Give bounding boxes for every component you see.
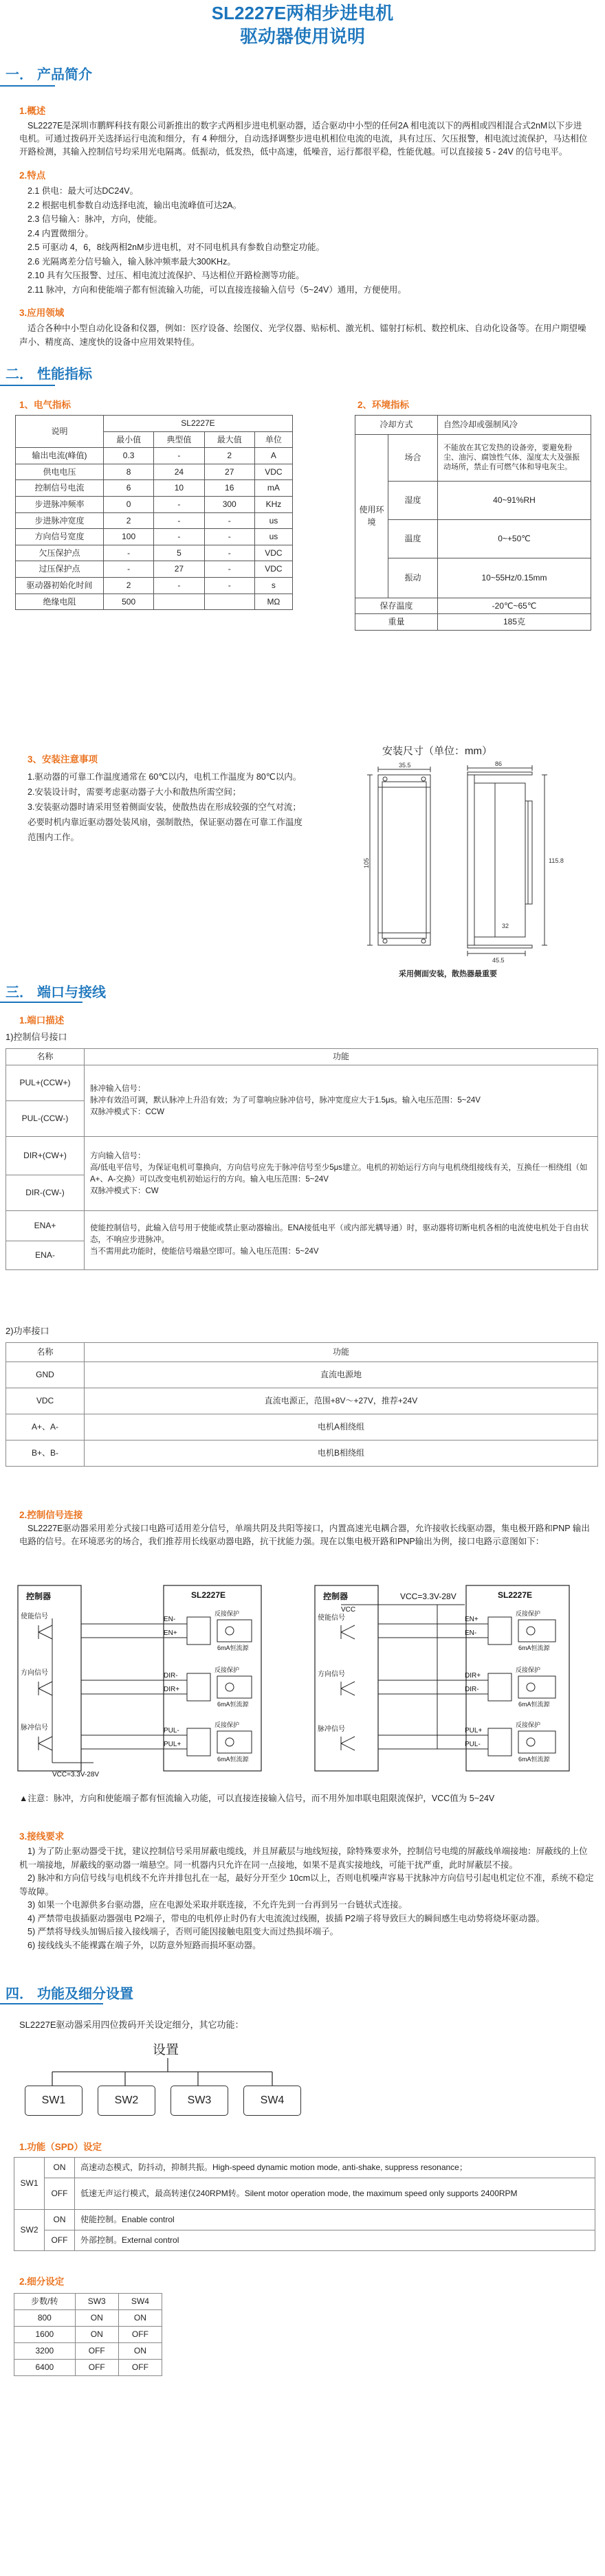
cell: - — [204, 577, 254, 594]
env-row-value: 10~55Hz/0.15mm — [438, 558, 591, 598]
section-underline — [0, 85, 55, 87]
pin-label: EN+ — [465, 1616, 478, 1623]
cell: - — [104, 545, 154, 561]
switch-sw3: SW3 — [170, 2086, 228, 2116]
section-3-heading — [6, 982, 106, 1004]
wiring-item: 3) 如果一个电源供多台驱动器，应在电源处采取并联连接，不允许先到一台再到另一台链状式连接。 — [28, 1900, 408, 1910]
spd-state: OFF — [45, 2178, 75, 2210]
cell: 800 — [14, 2310, 76, 2327]
table-row — [6, 1440, 598, 1467]
spd-state: ON — [45, 2158, 75, 2178]
store-value: -20℃~65℃ — [438, 598, 591, 614]
note-text: ▲注意：脉冲，方向和使能端子都有恒流输入功能，可以直接连接输入信号，而不用外加串联电阻限流保护，VCC值为 5~24V — [19, 1794, 495, 1803]
col-desc: 说明 — [16, 416, 104, 448]
row-label: 绝缘电阻 — [16, 594, 104, 610]
table-row — [16, 512, 293, 529]
signal-name: ENA- — [6, 1241, 85, 1270]
pin-name: A+、A- — [6, 1414, 85, 1440]
power-if-heading: 2)功率接口 — [6, 1326, 50, 1336]
section-title: 性能指标 — [37, 367, 92, 382]
cell: OFF — [118, 2327, 162, 2343]
dim-label: 32 — [502, 923, 509, 929]
section-title: 端口与接线 — [37, 985, 106, 1000]
env-row-value: 不能放在其它发热的设备旁，要避免粉尘、油污、腐蚀性气体、湿度太大及强振动场所，禁止有可燃气体和导电灰尘。 — [438, 434, 591, 481]
cell: 6 — [104, 480, 154, 497]
col-header: 最大值 — [204, 431, 254, 448]
col-header: SW3 — [75, 2294, 118, 2310]
dim-label: 115.8 — [549, 857, 564, 864]
power-table — [6, 1342, 598, 1467]
pin-label: DIR- — [164, 1672, 178, 1680]
cell: A — [254, 448, 292, 464]
cell: OFF — [75, 2343, 118, 2360]
application-text: 适合各种中小型自动化设备和仪器，例如：医疗设备、绘图仪、光学仪器、贴标机、激光机、镭射打标机、数控机床、自动化设备等。在用户期望噪声小、精度高、速度快的设备中应用效果特佳。 — [19, 324, 586, 347]
cell: 2 — [204, 448, 254, 464]
cell: OFF — [118, 2360, 162, 2376]
section-num: 四． — [6, 1987, 33, 2002]
cell: 1600 — [14, 2327, 76, 2343]
row-label: 控制信号电流 — [16, 480, 104, 497]
function-line: 脉冲有效沿可调，默认脉冲上升沿有效；为了可靠响应脉冲信号，脉冲宽度应大于1.5μs。输入电压范围：5~24V — [90, 1096, 481, 1105]
prot-label: 反接保护 — [214, 1721, 240, 1728]
cell: - — [154, 448, 204, 464]
pin-label: EN- — [164, 1616, 176, 1623]
settings-intro: SL2227E驱动器采用四位拨码开关设定细分，其它功能： — [19, 2020, 244, 2030]
row-label: 步进脉冲宽度 — [16, 512, 104, 529]
wiring-diagrams — [11, 1577, 594, 1783]
switch-sw4: SW4 — [243, 2086, 301, 2116]
table-row — [16, 545, 293, 561]
table-row — [16, 529, 293, 545]
env-row-value: 40~91%RH — [438, 481, 591, 519]
conn-heading: 2.控制信号连接 — [19, 1510, 83, 1520]
driver-label: SL2227E — [191, 1590, 226, 1600]
weight-value: 185克 — [438, 614, 591, 631]
store-label: 保存温度 — [355, 598, 438, 614]
spd-desc: 高速动态模式，防抖动，抑制共振。High-speed dynamic motion mode, anti-shake, suppress resonance； — [75, 2158, 595, 2178]
pin-name: B+、B- — [6, 1440, 85, 1467]
signal-name: ENA+ — [6, 1211, 85, 1241]
col-header: SW4 — [118, 2294, 162, 2310]
weight-label: 重量 — [355, 614, 438, 631]
dim-label: 86 — [495, 760, 503, 767]
table-row — [16, 464, 293, 480]
overview-heading: 1.概述 — [19, 106, 46, 116]
table-row — [14, 2343, 162, 2360]
electrical-heading: 1、电气指标 — [19, 400, 72, 410]
subdivision-table — [14, 2293, 162, 2376]
function-line: 高/低电平信号，为保证电机可靠换向，方向信号应先于脉冲信号至少5μs建立。电机的初始运行方向与电机绕组接线有关，互换任一相绕组（如A+、A-交换）可以改变电机初始运行的方向。输入电压范围：5~24V — [90, 1163, 588, 1184]
cool-value: 自然冷却或强制风冷 — [438, 416, 591, 435]
function-line: 双脉冲模式下：CW — [90, 1186, 159, 1195]
cell: KHz — [254, 496, 292, 512]
table-row — [6, 1211, 598, 1241]
table-row — [16, 594, 293, 610]
cell: us — [254, 512, 292, 529]
section-underline — [0, 385, 55, 386]
pin-function: 电机B相绕组 — [85, 1440, 598, 1467]
vcc-label: VCC — [341, 1606, 356, 1614]
section-4-heading — [6, 1984, 133, 2005]
cc-label: 6mA恒流源 — [518, 1756, 550, 1763]
table-row — [14, 2310, 162, 2327]
table-row — [16, 561, 293, 578]
vcc-range-label: VCC=3.3V-28V — [52, 1771, 100, 1778]
section-underline — [0, 1002, 82, 1003]
wiring-item: 5) 严禁将导线头加锡后接入接线端子，否则可能因接触电阻变大而过热损坏端子。 — [28, 1927, 339, 1936]
cell: 8 — [104, 464, 154, 480]
table-row — [16, 577, 293, 594]
signal-label: 方向信号 — [318, 1671, 345, 1678]
cell: ON — [118, 2310, 162, 2327]
row-label: 驱动器初始化时间 — [16, 577, 104, 594]
col-header: 典型值 — [154, 431, 204, 448]
cc-label: 6mA恒流源 — [217, 1645, 249, 1651]
table-row — [6, 1137, 598, 1175]
pin-label: PUL+ — [465, 1727, 483, 1735]
cc-label: 6mA恒流源 — [217, 1756, 249, 1763]
prot-label: 反接保护 — [516, 1610, 541, 1617]
cell — [204, 594, 254, 610]
spd-heading: 1.功能（SPD）设定 — [19, 2142, 102, 2152]
cell: 3200 — [14, 2343, 76, 2360]
ctrl-if-heading: 1)控制信号接口 — [6, 1032, 67, 1042]
row-label: 输出电流(峰值) — [16, 448, 104, 464]
section-1-heading — [6, 65, 92, 86]
spd-state: OFF — [45, 2230, 75, 2251]
pin-label: PUL- — [164, 1727, 179, 1735]
spd-switch: SW2 — [14, 2210, 45, 2251]
signal-label: 方向信号 — [21, 1669, 48, 1677]
wiring-heading: 3.接线要求 — [19, 1831, 65, 1842]
prot-label: 反接保护 — [516, 1667, 541, 1673]
switch-sw1: SW1 — [25, 2086, 82, 2116]
cc-label: 6mA恒流源 — [518, 1701, 550, 1708]
doc-title-line2: 驱动器使用说明 — [239, 26, 365, 47]
cell: VDC — [254, 545, 292, 561]
prot-label: 反接保护 — [214, 1610, 240, 1617]
features-heading: 2.特点 — [19, 170, 46, 181]
features-list — [28, 184, 591, 297]
controller-label: 控制器 — [323, 1592, 349, 1601]
feature-item: 2.1 供电：最大可达DC24V。 — [28, 186, 139, 196]
col-name: 名称 — [6, 1343, 85, 1362]
pin-name: GND — [6, 1362, 85, 1388]
spd-desc: 外部控制。External control — [75, 2230, 595, 2251]
row-label: 过压保护点 — [16, 561, 104, 578]
section-2-heading — [6, 364, 92, 385]
cell: us — [254, 529, 292, 545]
wiring-list — [19, 1845, 595, 1952]
cell: ON — [118, 2343, 162, 2360]
cell: s — [254, 577, 292, 594]
cell: - — [204, 529, 254, 545]
env-row-value: 0~+50℃ — [438, 519, 591, 558]
electrical-table — [15, 415, 293, 610]
cell: - — [154, 512, 204, 529]
cell: 6400 — [14, 2360, 76, 2376]
signal-function — [85, 1137, 598, 1211]
pin-label: DIR- — [465, 1686, 479, 1693]
signal-name: PUL-(CCW-) — [6, 1101, 85, 1137]
table-row — [6, 1388, 598, 1414]
section-num: 三． — [6, 985, 33, 1000]
cell: 2 — [104, 577, 154, 594]
dim-label: 105 — [363, 857, 370, 868]
pin-label: EN- — [465, 1629, 477, 1637]
col-model: SL2227E — [104, 416, 293, 432]
cell: ON — [75, 2310, 118, 2327]
pin-name: VDC — [6, 1388, 85, 1414]
signal-function — [85, 1065, 598, 1137]
env-row-label: 湿度 — [388, 481, 438, 519]
prot-label: 反接保护 — [214, 1667, 240, 1673]
cell: 27 — [204, 464, 254, 480]
cell: - — [104, 561, 154, 578]
section-title: 功能及细分设置 — [37, 1987, 133, 2002]
prot-label: 反接保护 — [516, 1721, 541, 1728]
cell: - — [154, 496, 204, 512]
row-label: 供电电压 — [16, 464, 104, 480]
cell: - — [154, 577, 204, 594]
pin-label: PUL- — [465, 1741, 481, 1748]
wiring-item: 2) 脉冲和方向信号线与电机线不允许并排包扎在一起，最好分开至少 10cm以上，否则电机噪声容易干扰脉冲方向信号引起电机定位不准，系统不稳定等故障。 — [19, 1873, 594, 1897]
col-name: 名称 — [6, 1049, 85, 1065]
cell: 27 — [154, 561, 204, 578]
port-heading: 1.端口描述 — [19, 1015, 65, 1026]
env-row-label: 温度 — [388, 519, 438, 558]
doc-title-line1: SL2227E两相步进电机 — [211, 3, 394, 23]
function-line: 当不需用此功能时，使能信号端悬空即可。输入电压范围：5~24V — [90, 1247, 319, 1256]
table-row — [6, 1362, 598, 1388]
switch-tree — [25, 2058, 300, 2086]
conn-text: SL2227E驱动器采用差分式接口电路可适用差分信号，单端共阴及共阳等接口，内置高速光电耦合器，允许接收长线驱动器，集电极开路和PNP 输出电路的信号。在环境恶劣的场合，我们推荐用长线驱动器电路，抗干扰能力强。现在以集电极开路和PNP输出为例，接口电路示意图如下： — [19, 1524, 590, 1546]
table-row — [6, 1065, 598, 1101]
feature-item: 2.3 信号输入：脉冲，方向，使能。 — [28, 214, 162, 224]
cc-label: 6mA恒流源 — [518, 1645, 550, 1651]
signal-label: 脉冲信号 — [21, 1724, 48, 1732]
cool-label: 冷却方式 — [355, 416, 438, 435]
control-signal-table — [6, 1048, 598, 1270]
pin-label: DIR+ — [164, 1686, 180, 1693]
environment-table — [355, 415, 591, 631]
application-heading: 3.应用领域 — [19, 308, 65, 318]
cell: 24 — [154, 464, 204, 480]
cell: MΩ — [254, 594, 292, 610]
wiring-item: 6) 接线线头不能裸露在端子外，以防意外短路而损坏驱动器。 — [28, 1940, 261, 1950]
section-num: 一． — [6, 67, 33, 82]
feature-item: 2.2 根据电机参数自动选择电流，输出电流峰值可达2A。 — [28, 200, 242, 210]
table-row — [14, 2327, 162, 2343]
cell: 5 — [154, 545, 204, 561]
row-label: 步进脉冲频率 — [16, 496, 104, 512]
cell — [154, 594, 204, 610]
section-title: 产品简介 — [37, 67, 92, 82]
cell: 0.3 — [104, 448, 154, 464]
vcc-range-label: VCC=3.3V-28V — [400, 1592, 456, 1601]
pin-label: DIR+ — [465, 1672, 481, 1680]
table-row — [16, 448, 293, 464]
function-line: 双脉冲模式下：CCW — [90, 1108, 164, 1116]
cell: 2 — [104, 512, 154, 529]
feature-item: 2.10 具有欠压报警、过压、相电流过流保护、马达相位开路检测等功能。 — [28, 271, 305, 280]
signal-name: DIR-(CW-) — [6, 1175, 85, 1211]
cell: 500 — [104, 594, 154, 610]
spd-desc: 低速无声运行模式，最高转速仅240RPM转。Silent motor operation mode, the maximum speed only supports 2400RPM — [75, 2178, 595, 2210]
cell: OFF — [75, 2360, 118, 2376]
cell: 16 — [204, 480, 254, 497]
wiring-item: 1) 为了防止驱动器受干扰，建议控制信号采用屏蔽电缆线，并且屏蔽层与地线短接，除特殊要求外，控制信号电缆的屏蔽线单端接地：屏蔽线的上位机一端接地，屏蔽线的驱动器一端悬空。同一机器内只允许在同一点接地，如果不是真实接地线，可能干扰严重，此时屏蔽层不接。 — [19, 1846, 588, 1870]
cell: - — [204, 561, 254, 578]
driver-label: SL2227E — [498, 1590, 533, 1600]
signal-name: DIR+(CW+) — [6, 1137, 85, 1175]
signal-label: 使能信号 — [21, 1613, 48, 1620]
pin-function: 直流电源地 — [85, 1362, 598, 1388]
section-underline — [0, 2003, 103, 2004]
row-label: 欠压保护点 — [16, 545, 104, 561]
cell: 10 — [154, 480, 204, 497]
col-header: 步数/转 — [14, 2294, 76, 2310]
setting-label: 设置 — [153, 2043, 179, 2057]
function-line: 方向输入信号： — [90, 1151, 146, 1160]
cell: VDC — [254, 464, 292, 480]
signal-label: 使能信号 — [318, 1614, 345, 1622]
spd-state: ON — [45, 2210, 75, 2230]
pin-label: EN+ — [164, 1629, 177, 1637]
dim-label: 45.5 — [492, 957, 505, 964]
cell: - — [204, 545, 254, 561]
signal-name: PUL+(CCW+) — [6, 1065, 85, 1101]
subdiv-heading: 2.细分设定 — [19, 2276, 65, 2287]
environment-heading: 2、环境指标 — [358, 400, 410, 410]
signal-function — [85, 1211, 598, 1270]
col-header: 单位 — [254, 431, 292, 448]
cc-label: 6mA恒流源 — [217, 1701, 249, 1708]
col-func: 功能 — [85, 1049, 598, 1065]
function-line: 使能控制信号，此输入信号用于使能或禁止驱动器输出。ENA接低电平（或内部光耦导通）时，驱动器将切断电机各相的电流使电机处于自由状态，不响应步进脉冲。 — [90, 1224, 589, 1244]
dimension-caption: 采用侧面安装，散热器最重要 — [399, 970, 497, 978]
feature-item: 2.5 可驱动 4，6，8线两相2nM步进电机，对不同电机具有参数自动整定功能。 — [28, 242, 324, 252]
cell: - — [204, 512, 254, 529]
table-row — [14, 2360, 162, 2376]
col-func: 功能 — [85, 1343, 598, 1362]
col-header: 最小值 — [104, 431, 154, 448]
cell: 100 — [104, 529, 154, 545]
dimension-drawing — [364, 760, 584, 966]
dim-label: 35.5 — [399, 762, 411, 769]
cell: 0 — [104, 496, 154, 512]
cell: - — [154, 529, 204, 545]
doc-title — [0, 1, 605, 48]
table-row — [6, 1414, 598, 1440]
dimension-title: 安装尺寸（单位：mm） — [382, 745, 492, 757]
switch-sw2: SW2 — [98, 2086, 155, 2116]
signal-label: 脉冲信号 — [318, 1726, 345, 1733]
pin-function: 电机A相绕组 — [85, 1414, 598, 1440]
wiring-item: 4) 严禁带电拔插驱动器强电 P2端子，带电的电机停止时仍有大电流流过线圈，拔插 P2端子将导致巨大的瞬间感生电动势将烧坏驱动器。 — [28, 1913, 545, 1923]
install-heading: 3、安装注意事项 — [28, 754, 98, 765]
feature-item: 2.6 光隔离差分信号输入，输入脉冲频率最大300KHz。 — [28, 256, 236, 267]
table-row — [16, 480, 293, 497]
overview-text: SL2227E是深圳市鹏辉科技有限公司新推出的数字式两相步进电机驱动器，适合驱动中小型的任何2A 相电流以下的两相或四相混合式2nM以下步进电机。可通过拨码开关选择运行电流和细分，有 4 种细分，自动选择调整步进电机相位电流的电流，具有过压、欠压报警，相电流过流保护，马达相位开路检测，其输入控制信号均采用光电隔离。低振动，低发热，低中高速，低噪音，运行都很平稳，性能优越。可以直接接 5 - 24V 的信号电平。 — [19, 121, 588, 157]
pin-function: 直流电源正，范围+8V～+27V，推荐+24V — [85, 1388, 598, 1414]
cell: 300 — [204, 496, 254, 512]
cell: VDC — [254, 561, 292, 578]
spd-switch: SW1 — [14, 2158, 45, 2210]
row-label: 方向信号宽度 — [16, 529, 104, 545]
controller-label: 控制器 — [26, 1592, 52, 1601]
spd-table — [14, 2157, 595, 2251]
table-row — [16, 496, 293, 512]
cell: ON — [75, 2327, 118, 2343]
env-row-label: 场合 — [388, 434, 438, 481]
pin-label: PUL+ — [164, 1741, 182, 1748]
function-line: 脉冲输入信号： — [90, 1085, 146, 1093]
env-row-label: 振动 — [388, 558, 438, 598]
feature-item: 2.4 内置微细分。 — [28, 228, 94, 238]
install-text: 1.驱动器的可靠工作温度通常在 60℃以内，电机工作温度为 80℃以内。 2.安装设计时，需要考虑驱动器子大小和散热所需空间； 3.安装驱动器时请采用竖着侧面安装，使散热齿在形成较强的空气对流；必要时机内靠近驱动器处装风扇，强制散热，保证驱动器在可靠工作温度范围内工作。 — [28, 772, 303, 842]
cell: mA — [254, 480, 292, 497]
use-env-label: 使用环境 — [355, 434, 388, 598]
section-num: 二． — [6, 367, 33, 382]
spd-desc: 使能控制。Enable control — [75, 2210, 595, 2230]
feature-item: 2.11 脉冲，方向和使能端子都有恒流输入功能，可以直接连接输入信号（5~24V）通用，方便使用。 — [28, 284, 406, 295]
